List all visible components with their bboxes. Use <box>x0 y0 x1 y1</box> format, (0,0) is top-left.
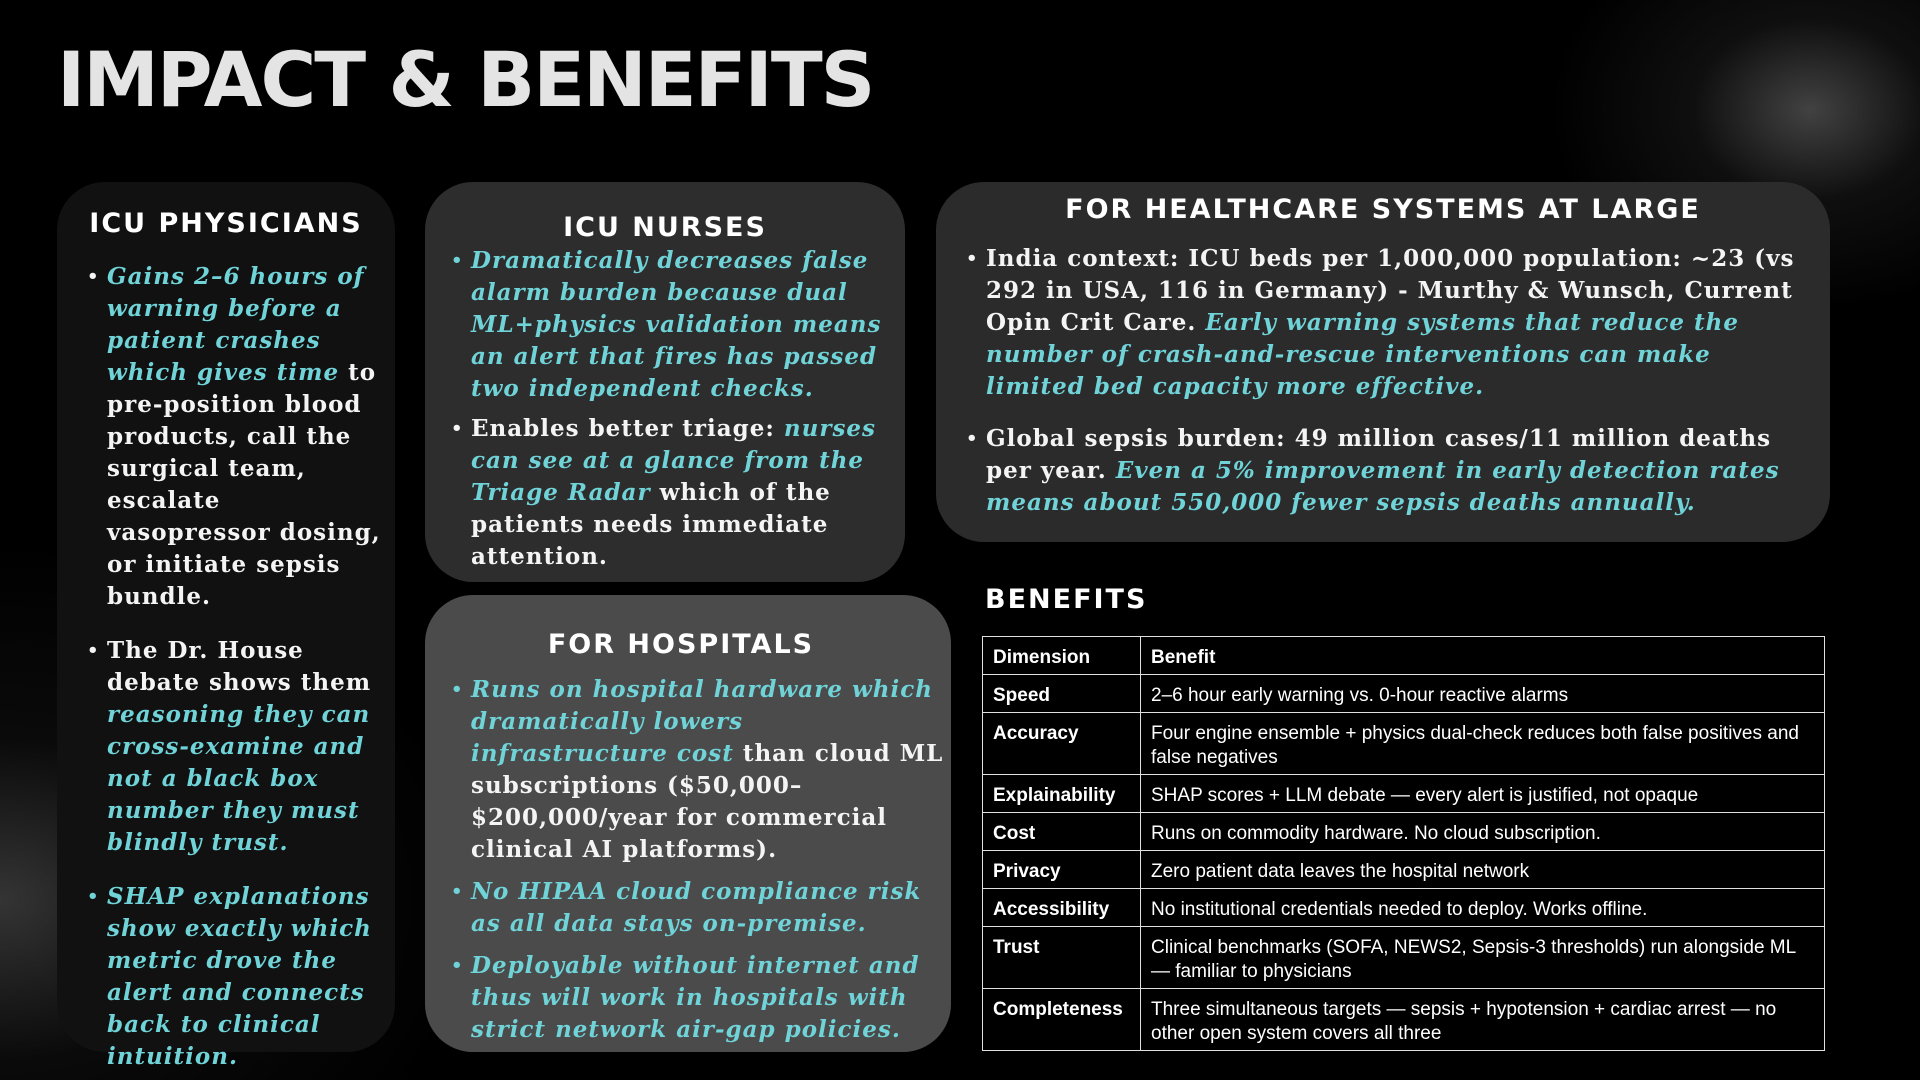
hospitals-bullet-hipaa-highlight: No HIPAA cloud compliance risk as all data stays on-premise. <box>471 878 922 937</box>
healthcare-bullet-india <box>966 243 1800 403</box>
hospitals-bullet-offline-highlight: Deployable without internet and thus will work in hospitals with strict network air-gap policies. <box>471 952 920 1043</box>
page-title: IMPACT & BENEFITS <box>57 35 874 124</box>
icu-nurses-heading: ICU NURSES <box>563 212 767 243</box>
dimension-cell: Accessibility <box>983 889 1141 927</box>
healthcare-systems-heading: FOR HEALTHCARE SYSTEMS AT LARGE <box>1065 194 1701 225</box>
benefits-heading: BENEFITS <box>985 584 1148 615</box>
physicians-bullet-warning-text: to pre-position blood products, call the surgical team, escalate vasopressor dosing, or initiate sepsis bundle. <box>107 359 381 610</box>
healthcare-systems-list <box>966 243 1800 519</box>
physicians-bullet-debate-text: The Dr. House debate shows them <box>107 637 372 696</box>
benefits-table-header-row <box>983 637 1825 675</box>
for-hospitals-card <box>425 595 951 1052</box>
benefit-cell: Runs on commodity hardware. No cloud subscription. <box>1141 813 1825 851</box>
benefit-cell: Three simultaneous targets — sepsis + hypotension + cardiac arrest — no other open system covers all three <box>1141 989 1825 1051</box>
benefit-cell: SHAP scores + LLM debate — every alert is justified, not opaque <box>1141 775 1825 813</box>
healthcare-bullet-sepsis-text: Global sepsis burden: 49 million cases/11 million deaths per year. <box>986 425 1772 484</box>
nurses-bullet-triage <box>451 413 901 573</box>
table-row <box>983 775 1825 813</box>
dimension-cell: Completeness <box>983 989 1141 1051</box>
nurses-bullet-false-alarm-highlight: Dramatically decreases false alarm burden because dual ML+physics validation means an alert that fires has passed two independent checks. <box>471 247 882 402</box>
physicians-bullet-shap <box>87 881 387 1073</box>
physicians-bullet-warning <box>87 261 387 613</box>
healthcare-bullet-sepsis-highlight: Even a 5% improvement in early detection rates means about 550,000 fewer sepsis deaths annually. <box>986 457 1780 516</box>
icu-nurses-card <box>425 182 905 582</box>
table-row <box>983 889 1825 927</box>
for-hospitals-list <box>451 674 947 1046</box>
benefit-cell: No institutional credentials needed to deploy. Works offline. <box>1141 889 1825 927</box>
nurses-bullet-triage-highlight: nurses can see at a glance from the Triage Radar <box>471 415 876 506</box>
nurses-bullet-triage-text: Enables better triage: <box>471 415 784 442</box>
benefit-cell: Zero patient data leaves the hospital network <box>1141 851 1825 889</box>
benefit-cell: 2–6 hour early warning vs. 0-hour reactive alarms <box>1141 675 1825 713</box>
nurses-bullet-triage-text-end: which of the patients needs immediate attention. <box>471 479 831 570</box>
healthcare-bullet-india-highlight: Early warning systems that reduce the number of crash-and-rescue interventions can make limited bed capacity more effective. <box>986 309 1739 400</box>
dimension-cell: Cost <box>983 813 1141 851</box>
table-row <box>983 713 1825 775</box>
hospitals-bullet-hardware <box>451 674 947 866</box>
column-header-benefit: Benefit <box>1141 637 1825 675</box>
hospitals-bullet-offline <box>451 950 947 1046</box>
nurses-bullet-false-alarm <box>451 245 901 405</box>
table-row <box>983 927 1825 989</box>
hospitals-bullet-hardware-highlight: Runs on hospital hardware which dramatically lowers infrastructure cost <box>471 676 933 767</box>
hospitals-bullet-hardware-text: than cloud ML subscriptions ($50,000–$200,000/year for commercial clinical AI platforms). <box>471 740 944 863</box>
dimension-cell: Speed <box>983 675 1141 713</box>
table-row <box>983 675 1825 713</box>
benefit-cell: Clinical benchmarks (SOFA, NEWS2, Sepsis-3 thresholds) run alongside ML — familiar to physicians <box>1141 927 1825 989</box>
benefits-table <box>982 636 1825 1051</box>
for-hospitals-heading: FOR HOSPITALS <box>547 629 815 660</box>
table-row <box>983 989 1825 1051</box>
table-row <box>983 851 1825 889</box>
physicians-bullet-debate <box>87 635 387 859</box>
benefit-cell: Four engine ensemble + physics dual-check reduces both false positives and false negatives <box>1141 713 1825 775</box>
hospitals-bullet-hipaa <box>451 876 947 940</box>
dimension-cell: Explainability <box>983 775 1141 813</box>
table-row <box>983 813 1825 851</box>
icu-nurses-list <box>451 245 901 573</box>
physicians-bullet-shap-highlight: SHAP explanations show exactly which metric drove the alert and connects back to clinical intuition. <box>107 883 372 1070</box>
column-header-dimension: Dimension <box>983 637 1141 675</box>
healthcare-systems-card <box>936 182 1830 542</box>
icu-physicians-card <box>57 182 395 1070</box>
physicians-bullet-debate-highlight: reasoning they can cross-examine and not a black box number they must blindly trust. <box>107 701 371 856</box>
physicians-bullet-warning-highlight: Gains 2–6 hours of warning before a patient crashes which gives time <box>107 263 365 386</box>
icu-physicians-list <box>87 261 387 1073</box>
healthcare-bullet-sepsis <box>966 423 1800 519</box>
healthcare-bullet-india-text: India context: ICU beds per 1,000,000 population: ~23 (vs 292 in USA, 116 in Germany) - Murthy & Wunsch, Current Opin Crit Care. <box>986 245 1795 336</box>
dimension-cell: Accuracy <box>983 713 1141 775</box>
dimension-cell: Trust <box>983 927 1141 989</box>
dimension-cell: Privacy <box>983 851 1141 889</box>
icu-physicians-heading: ICU PHYSICIANS <box>89 208 363 239</box>
